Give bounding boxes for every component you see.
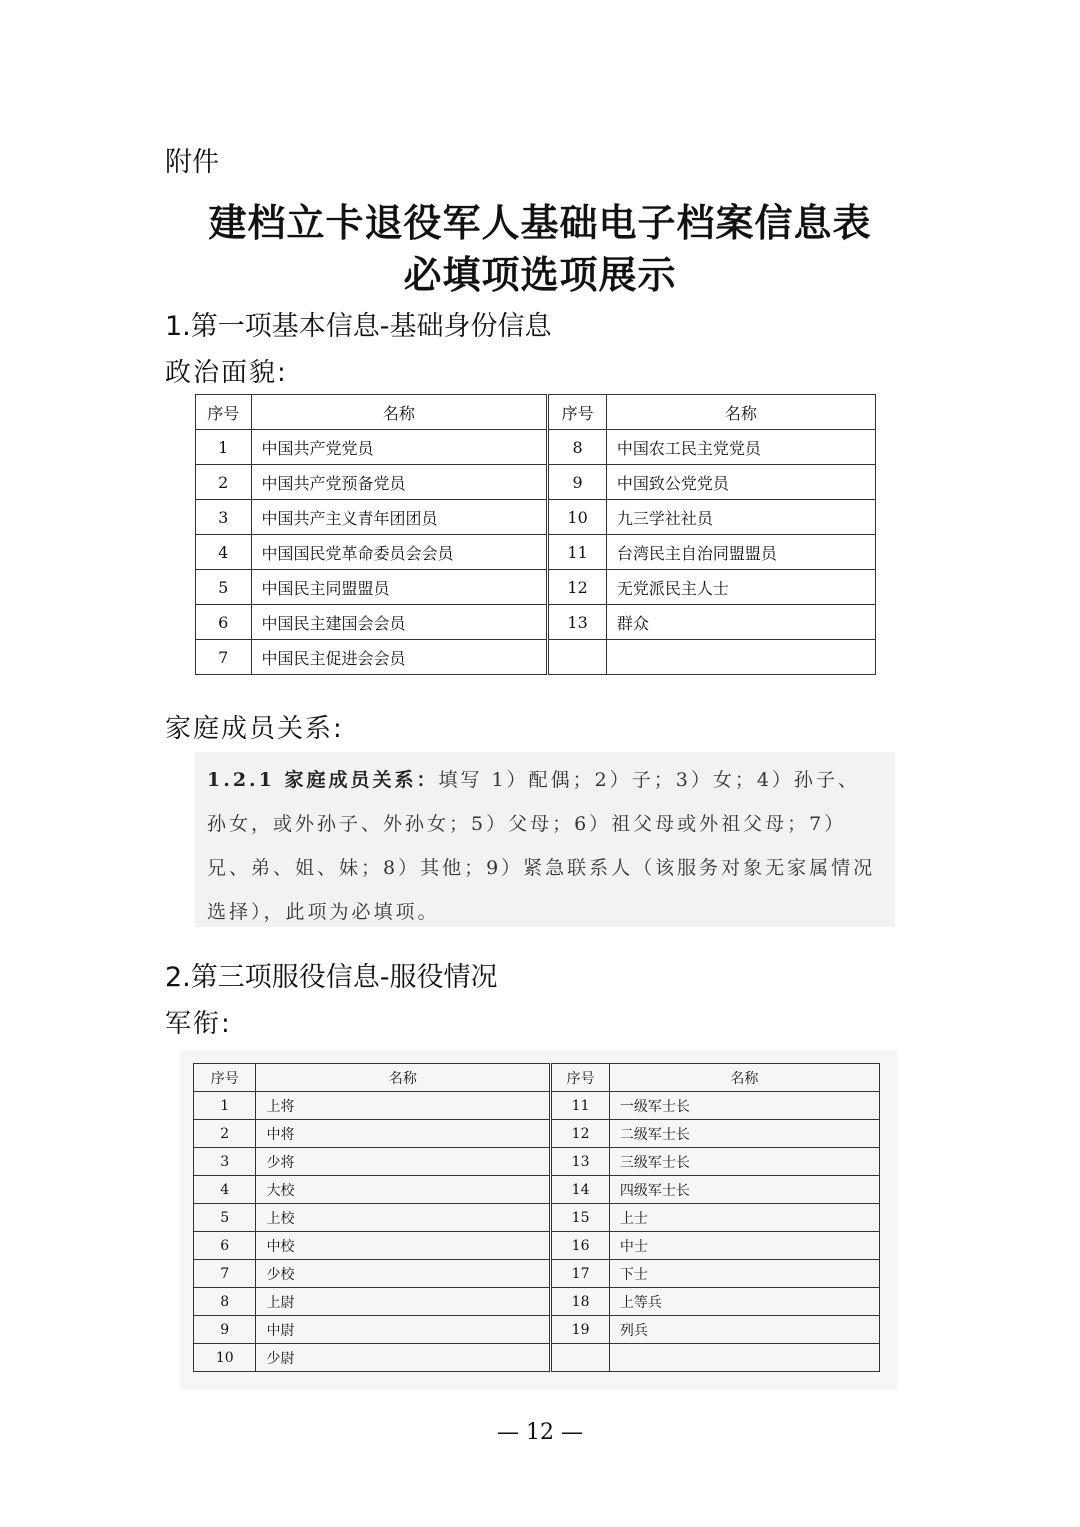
row-name: 下士 <box>609 1260 879 1288</box>
row-number: 8 <box>548 430 607 465</box>
section-heading-2: 2.第三项服役信息-服役情况 <box>165 962 498 993</box>
table-row <box>194 1232 880 1260</box>
row-number: 6 <box>196 605 252 640</box>
column-header: 序号 <box>548 395 607 430</box>
row-name: 中国共产党预备党员 <box>251 465 548 500</box>
row-number: 10 <box>194 1344 256 1372</box>
row-name: 少将 <box>256 1148 551 1176</box>
column-header: 名称 <box>606 395 875 430</box>
row-name: 少尉 <box>256 1344 551 1372</box>
row-name: 上尉 <box>256 1288 551 1316</box>
row-name: 中国民主建国会会员 <box>251 605 548 640</box>
row-number: 19 <box>551 1316 610 1344</box>
row-number: 7 <box>196 640 252 675</box>
column-header: 序号 <box>194 1064 256 1092</box>
row-number: 2 <box>196 465 252 500</box>
column-header: 名称 <box>251 395 548 430</box>
table-row <box>194 1120 880 1148</box>
row-number: 13 <box>548 605 607 640</box>
row-number: 11 <box>548 535 607 570</box>
section-heading-1: 1.第一项基本信息-基础身份信息 <box>165 311 552 342</box>
row-number: 1 <box>194 1092 256 1120</box>
row-name: 大校 <box>256 1176 551 1204</box>
table-row <box>194 1260 880 1288</box>
row-number: 11 <box>551 1092 610 1120</box>
table-row <box>194 1176 880 1204</box>
military-rank-table <box>193 1063 880 1372</box>
family-relation-paragraph <box>195 752 895 927</box>
column-header: 名称 <box>609 1064 879 1092</box>
row-number: 5 <box>196 570 252 605</box>
row-name: 上校 <box>256 1204 551 1232</box>
row-name: 一级军士长 <box>609 1092 879 1120</box>
political-status-table <box>195 394 876 675</box>
row-name: 中校 <box>256 1232 551 1260</box>
row-name: 九三学社社员 <box>606 500 875 535</box>
row-number <box>548 640 607 675</box>
row-name: 中将 <box>256 1120 551 1148</box>
row-number: 3 <box>196 500 252 535</box>
table-row <box>194 1204 880 1232</box>
table-row <box>196 500 876 535</box>
row-name: 列兵 <box>609 1316 879 1344</box>
row-name: 上将 <box>256 1092 551 1120</box>
row-name: 无党派民主人士 <box>606 570 875 605</box>
document-subtitle: 必填项选项展示 <box>403 252 677 297</box>
row-name: 少校 <box>256 1260 551 1288</box>
military-rank-label: 军衔: <box>165 1009 232 1039</box>
column-header: 序号 <box>551 1064 610 1092</box>
table-row <box>196 430 876 465</box>
row-number: 15 <box>551 1204 610 1232</box>
row-number: 9 <box>548 465 607 500</box>
row-name: 中国国民党革命委员会会员 <box>251 535 548 570</box>
table-header-row <box>194 1064 880 1092</box>
row-name: 二级军士长 <box>609 1120 879 1148</box>
row-number: 12 <box>548 570 607 605</box>
document-title: 建档立卡退役军人基础电子档案信息表 <box>208 200 872 245</box>
row-name: 中国农工民主党党员 <box>606 430 875 465</box>
row-name: 中士 <box>609 1232 879 1260</box>
row-number: 16 <box>551 1232 610 1260</box>
row-name: 中国致公党党员 <box>606 465 875 500</box>
table-header-row <box>196 395 876 430</box>
row-name: 中尉 <box>256 1316 551 1344</box>
row-number: 3 <box>194 1148 256 1176</box>
row-number: 12 <box>551 1120 610 1148</box>
column-header: 名称 <box>256 1064 551 1092</box>
row-name: 中国共产主义青年团团员 <box>251 500 548 535</box>
row-number: 9 <box>194 1316 256 1344</box>
family-relation-label: 家庭成员关系: <box>165 714 344 744</box>
row-number: 5 <box>194 1204 256 1232</box>
row-number: 1 <box>196 430 252 465</box>
row-name: 台湾民主自治同盟盟员 <box>606 535 875 570</box>
row-number: 13 <box>551 1148 610 1176</box>
row-name: 群众 <box>606 605 875 640</box>
political-status-label: 政治面貌: <box>165 358 288 388</box>
table-row <box>194 1344 880 1372</box>
row-name: 中国共产党党员 <box>251 430 548 465</box>
row-number: 10 <box>548 500 607 535</box>
row-name: 三级军士长 <box>609 1148 879 1176</box>
table-row <box>194 1092 880 1120</box>
row-number: 7 <box>194 1260 256 1288</box>
table-row <box>196 605 876 640</box>
paragraph-heading: 1.2.1 家庭成员关系： <box>207 769 439 791</box>
table-row <box>196 465 876 500</box>
row-name: 上等兵 <box>609 1288 879 1316</box>
column-header: 序号 <box>196 395 252 430</box>
row-name: 中国民主同盟盟员 <box>251 570 548 605</box>
attachment-label: 附件 <box>165 147 219 178</box>
row-number: 6 <box>194 1232 256 1260</box>
row-name <box>609 1344 879 1372</box>
table-row <box>194 1148 880 1176</box>
page-number: — 12 — <box>497 1420 583 1445</box>
row-number: 17 <box>551 1260 610 1288</box>
row-number: 8 <box>194 1288 256 1316</box>
row-number: 14 <box>551 1176 610 1204</box>
row-name: 上士 <box>609 1204 879 1232</box>
row-number <box>551 1344 610 1372</box>
row-name: 中国民主促进会会员 <box>251 640 548 675</box>
table-row <box>196 570 876 605</box>
row-name: 四级军士长 <box>609 1176 879 1204</box>
table-row <box>196 535 876 570</box>
table-row <box>196 640 876 675</box>
table-row <box>194 1288 880 1316</box>
row-number: 4 <box>194 1176 256 1204</box>
paragraph-text: 填写 1）配偶；2）子；3）女；4）孙子、孙女，或外孙子、外孙女；5）父母；6）祖父母或外祖父母；7）兄、弟、姐、妹；8）其他；9）紧急联系人（该服务对象无家属情况选择），此项为必填项。 <box>207 769 876 923</box>
row-number: 4 <box>196 535 252 570</box>
row-name <box>606 640 875 675</box>
row-number: 18 <box>551 1288 610 1316</box>
row-number: 2 <box>194 1120 256 1148</box>
table-row <box>194 1316 880 1344</box>
